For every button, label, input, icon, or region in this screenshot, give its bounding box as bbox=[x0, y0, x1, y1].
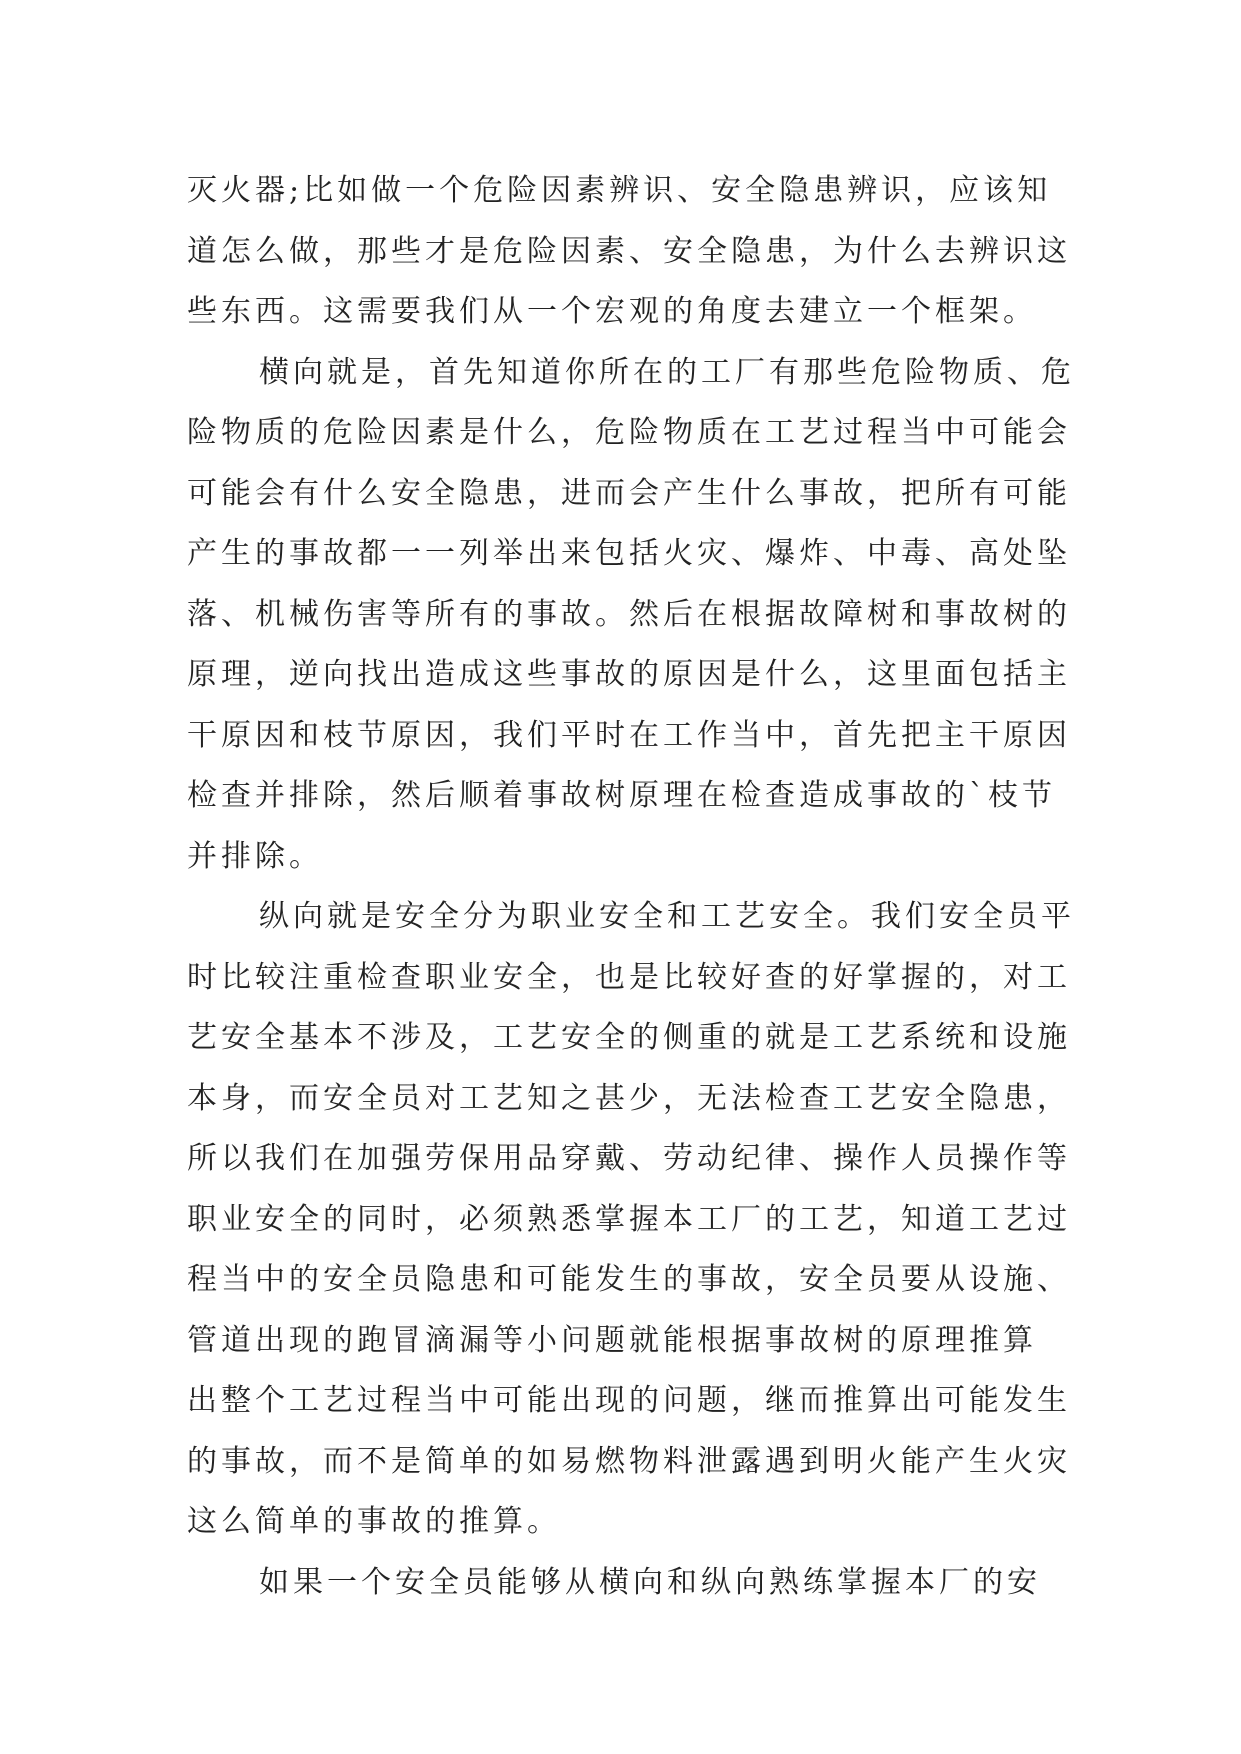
paragraph-line: 艺安全基本不涉及，工艺安全的侧重的就是工艺系统和设施 bbox=[187, 1020, 1071, 1055]
paragraph-line: 道怎么做，那些才是危险因素、安全隐患，为什么去辨识这 bbox=[187, 233, 1071, 269]
paragraph-line: 产生的事故都一一列举出来包括火灾、爆炸、中毒、高处坠 bbox=[187, 536, 1071, 571]
paragraph-line: 本身，而安全员对工艺知之甚少，无法检查工艺安全隐患， bbox=[187, 1080, 1071, 1116]
paragraph-first-line: 如果一个安全员能够从横向和纵向熟练掌握本厂的安 bbox=[259, 1564, 1041, 1600]
paragraph-line: 原理，逆向找出造成这些事故的原因是什么，这里面包括主 bbox=[187, 657, 1071, 692]
paragraph-first-line: 横向就是，首先知道你所在的工厂有那些危险物质、危 bbox=[259, 354, 1075, 390]
paragraph-first-line: 纵向就是安全分为职业安全和工艺安全。我们安全员平 bbox=[259, 899, 1075, 934]
paragraph-line: 管道出现的跑冒滴漏等小问题就能根据事故树的原理推算 bbox=[187, 1322, 1037, 1358]
document-body bbox=[187, 161, 1075, 1613]
paragraph-line: 检查并排除，然后顺着事故树原理在检查造成事故的`枝节 bbox=[187, 778, 1056, 813]
paragraph-line: 可能会有什么安全隐患，进而会产生什么事故，把所有可能 bbox=[187, 475, 1071, 511]
paragraph-line: 干原因和枝节原因，我们平时在工作当中，首先把主干原因 bbox=[187, 717, 1071, 753]
paragraph-line: 些东西。这需要我们从一个宏观的角度去建立一个框架。 bbox=[187, 294, 1037, 329]
paragraph-line: 这么简单的事故的推算。 bbox=[187, 1504, 561, 1539]
paragraph-line: 落、机械伤害等所有的事故。然后在根据故障树和事故树的 bbox=[187, 596, 1071, 632]
paragraph-line: 职业安全的同时，必须熟悉掌握本工厂的工艺，知道工艺过 bbox=[187, 1201, 1071, 1237]
paragraph-line: 灭火器;比如做一个危险因素辨识、安全隐患辨识，应该知 bbox=[187, 173, 1052, 208]
paragraph-line: 的事故，而不是简单的如易燃物料泄露遇到明火能产生火灾 bbox=[187, 1443, 1071, 1479]
paragraph-line: 时比较注重检查职业安全，也是比较好查的好掌握的，对工 bbox=[187, 959, 1071, 995]
paragraph-line: 险物质的危险因素是什么，危险物质在工艺过程当中可能会 bbox=[187, 415, 1071, 450]
paragraph-line: 出整个工艺过程当中可能出现的问题，继而推算出可能发生 bbox=[187, 1383, 1071, 1418]
paragraph-line: 程当中的安全员隐患和可能发生的事故，安全员要从设施、 bbox=[187, 1262, 1071, 1297]
paragraph-line: 并排除。 bbox=[187, 838, 323, 874]
paragraph-line: 所以我们在加强劳保用品穿戴、劳动纪律、操作人员操作等 bbox=[187, 1141, 1071, 1176]
